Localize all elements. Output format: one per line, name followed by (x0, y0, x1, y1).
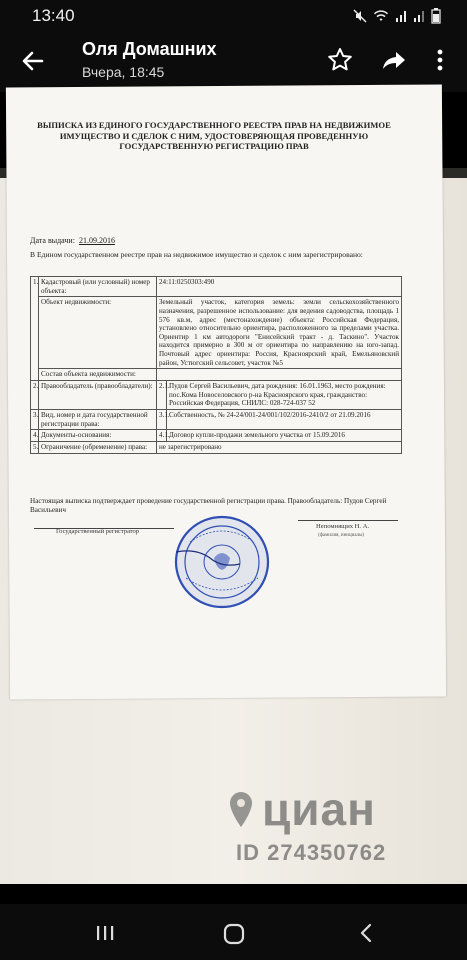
table-row (31, 381, 402, 410)
signature-registrar-label: Государственный регистратор (56, 528, 140, 535)
table-row (31, 369, 402, 381)
row-label: Состав объекта недвижимости: (39, 369, 157, 381)
chat-title: Оля Домашних (82, 39, 217, 59)
signature-name-caption: (фамилия, инициалы) (318, 533, 365, 538)
watermark-logo: циан (262, 783, 376, 835)
location-pin-icon (226, 790, 256, 830)
document-title-line: ВЫПИСКА ИЗ ЕДИНОГО ГОСУДАРСТВЕННОГО РЕЕСТРА ПРАВ НА НЕДВИЖИМОЕ (37, 120, 391, 130)
back-icon[interactable] (356, 922, 378, 944)
back-arrow-icon[interactable] (18, 46, 48, 76)
registry-table (30, 276, 402, 454)
recent-apps-icon[interactable] (94, 922, 116, 944)
row-subnumber: 4.1. (157, 430, 167, 442)
row-label: Ограничение (обременение) права: (39, 441, 157, 453)
message-timestamp: Вчера, 18:45 (82, 64, 165, 80)
table-row (31, 430, 402, 442)
row-subnumber: 2.1. (157, 381, 167, 410)
status-bar (0, 0, 467, 32)
system-nav-bar (0, 904, 467, 960)
row-label: Документы-основания: (39, 430, 157, 442)
row-value-empty (157, 369, 402, 381)
signature-registrar-name: Непомнящих Н. А. (316, 523, 370, 530)
row-number: 1. (31, 277, 39, 381)
row-value: не зарегистрировано (157, 441, 402, 453)
row-label: Правообладатель (правообладатели): (39, 381, 157, 410)
row-label: Кадастровый (или условный) номер объекта: (39, 277, 157, 297)
official-stamp-icon (170, 512, 274, 612)
document-footer: Настоящая выписка подтверждает проведение государственной регистрации права. Правообладатель: Пудов Сергей Васильевич (30, 497, 387, 514)
app-bar (0, 32, 467, 92)
row-value: Земельный участок, категория земель: земли сельскохозяйственного назначения, разрешенное использование: для ведения садоводства, площадь 1 576 кв.м, адрес (местонахождение) объекта: Российская Федерация, установлено относительно ориентира, расположенного за пределами участка. Ориентир 1 км автодороги "Енисейский тракт - д. Таскино". Участок находится примерно в 300 м от ориентира по направлению на юго-запад. Почтовый адрес ориентира: Россия, Красноярский край, Емельяновский район, Устюгский сельсовет, участок №5 (157, 297, 402, 369)
battery-icon (431, 8, 441, 29)
signature-line (298, 520, 398, 521)
wifi-icon (373, 9, 389, 28)
status-icons (353, 8, 441, 29)
table-row (31, 277, 402, 297)
document-date (30, 236, 115, 245)
date-value: 21.09.2016 (78, 236, 115, 245)
table-row (31, 441, 402, 453)
row-subnumber: 3.1. (157, 409, 167, 429)
row-number: 4. (31, 430, 39, 442)
document-title-line: ГОСУДАРСТВЕННУЮ РЕГИСТРАЦИЮ ПРАВ (119, 141, 309, 152)
row-number: 5. (31, 441, 39, 453)
document-title (24, 120, 404, 152)
row-number: 3. (31, 409, 39, 429)
row-label: Вид, номер и дата государственной регистрации права: (39, 409, 157, 429)
more-vert-icon[interactable] (430, 46, 450, 74)
signal-icon (413, 9, 425, 28)
row-value: Договор купли-продажи земельного участка от 15.09.2016 (167, 430, 402, 442)
table-row (31, 409, 402, 429)
row-value: Пудов Сергей Васильевич, дата рождения: 16.01.1963, место рождения: пос.Кома Новоселовского р-на Красноярского края, гражданство: Российская Федерация, СНИЛС: 028-724-037 52 (167, 381, 402, 410)
watermark-id: ID 274350762 (236, 840, 387, 865)
row-value: 24:11:0250303:490 (157, 277, 402, 297)
home-icon[interactable] (222, 922, 246, 946)
cian-watermark (232, 782, 432, 882)
share-icon[interactable] (380, 46, 408, 74)
row-value: Собственность, № 24-24/001-24/001/102/2016-2410/2 от 21.09.2016 (167, 409, 402, 429)
status-time: 13:40 (32, 6, 75, 25)
table-row (31, 297, 402, 369)
row-label: Объект недвижимости: (39, 297, 157, 369)
date-label: Дата выдачи: (30, 236, 75, 245)
document-intro: В Едином государственном реестре прав на недвижимое имущество и сделок с ним зарегистрировано: (30, 250, 363, 259)
signal-icon (395, 9, 407, 28)
mute-icon (353, 9, 367, 28)
row-number: 2. (31, 381, 39, 410)
document-title-line: ИМУЩЕСТВО И СДЕЛОК С НИМ, УДОСТОВЕРЯЮЩАЯ ПРОВЕДЕННУЮ (59, 130, 369, 141)
star-icon[interactable] (326, 46, 354, 74)
